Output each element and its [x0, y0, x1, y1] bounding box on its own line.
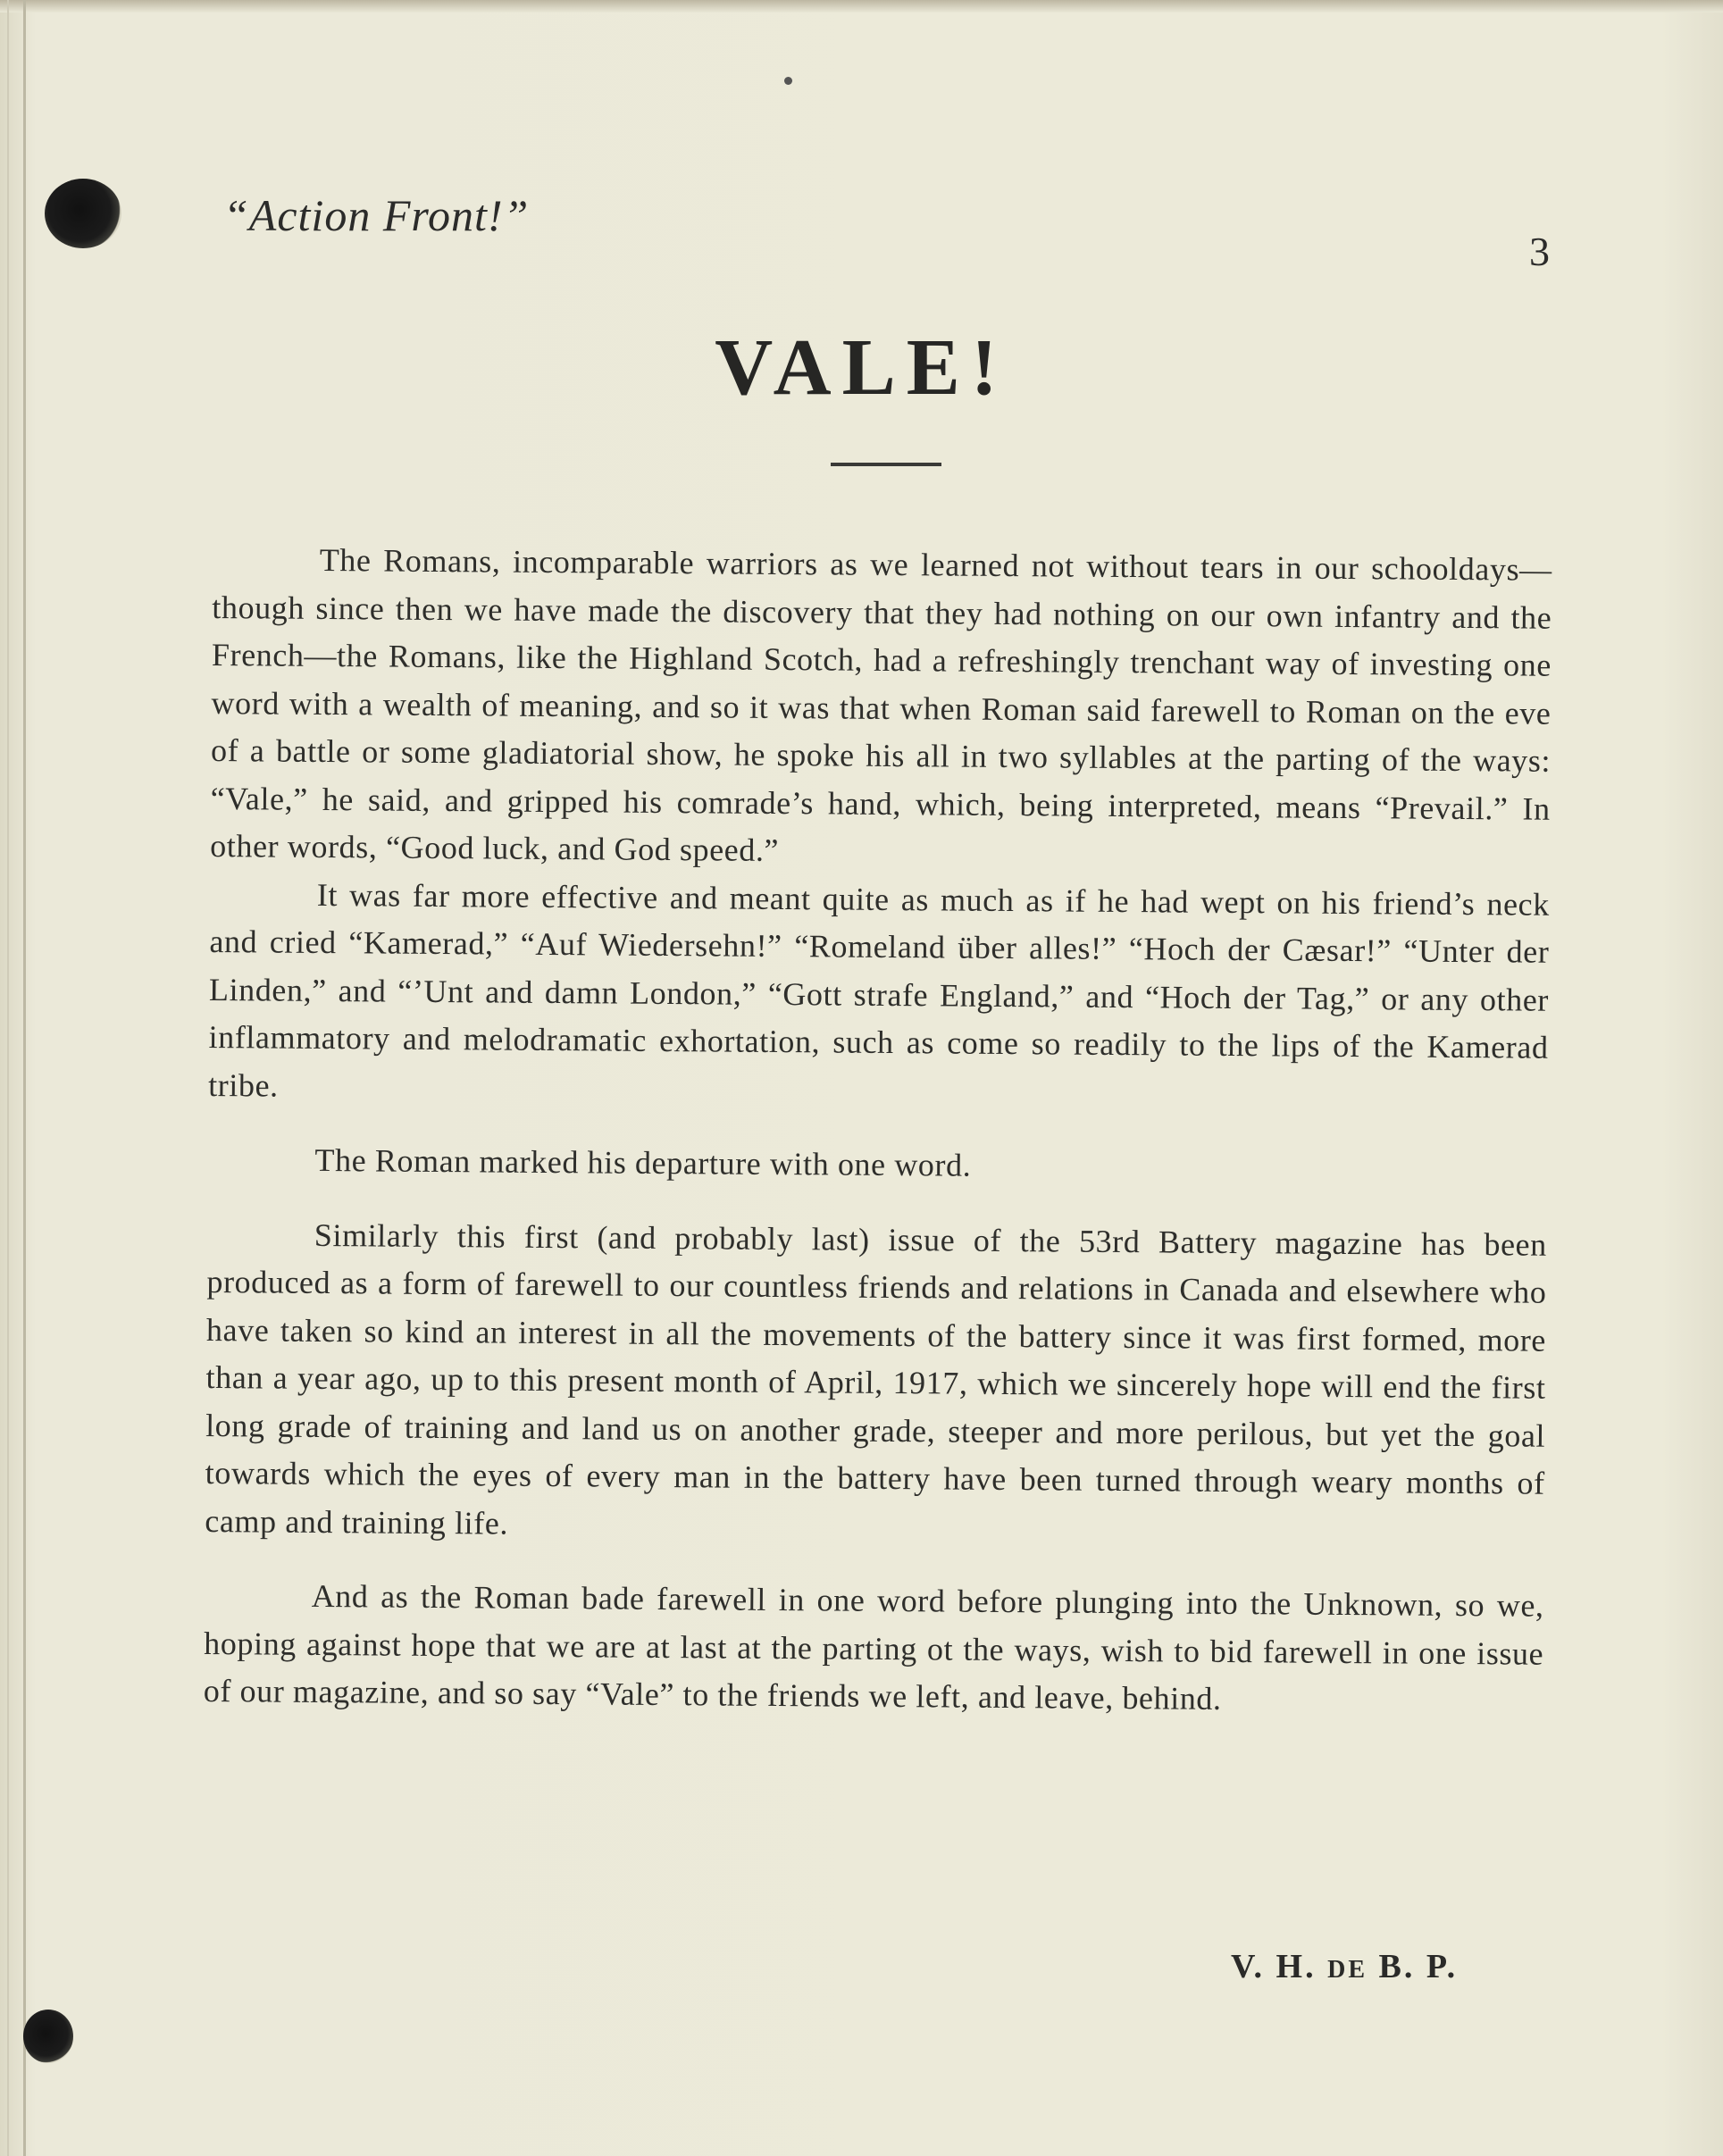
ink-speck [784, 77, 792, 85]
running-head: “Action Front!” [223, 190, 530, 240]
signature-particle: DE [1327, 1956, 1368, 1984]
paragraph: Similarly this first (and probably last) issue of the 53rd Battery magazine has been produced as a form of farewell to our countless friends and relations in Canada and elsewhere who have taken so kind an interest in all the movements of the battery since it was first formed, more than a year ago, up to this present month of April, 1917, which we sincerely hope will end the first long grade of training and land us on another grade, steeper and more perilous, but yet the goal towards which the eyes of every man in the battery have been turned through weary months of camp and training life. [205, 1216, 1547, 1542]
punch-hole-icon [45, 179, 121, 248]
author-signature [1231, 1947, 1458, 1986]
page-number: 3 [1529, 229, 1550, 274]
signature-initials: V. H. [1231, 1948, 1328, 1985]
signature-surname-initials: B. P. [1368, 1948, 1459, 1985]
paragraph: The Roman marked his departure with one word. [314, 1141, 972, 1183]
punch-hole-icon [23, 2010, 73, 2063]
paragraph: The Romans, incomparable warriors as we learned not without tears in our schooldays—though since then we have made the discovery that they had nothing on our own infantry and the French—the Romans, like the Highland Scotch, had a refreshingly trenchant way of investing one word with a wealth of meaning, and so it was that when Roman said farewell to Roman on the eve of a battle or some gladiatorial show, he spoke his all in two syllables at the parting of the ways: “Vale,” he said, and gripped his comrade’s hand, which, being interpreted, means “Prevail.” In other words, “Good luck, and God speed.” [210, 541, 1552, 868]
page-top-edge [0, 0, 1723, 13]
paragraph: It was far more effective and meant quite as much as if he had wept on his friend’s neck and cried “Kamerad,” “Auf Wiedersehn!” “Romeland über alles!” “Hoch der Cæsar!” “Unter der Linden,” and “’Unt and damn London,” “Gott strafe England,” and “Hoch der Tag,” or any other inflammatory and melodramatic exhortation, such as come so readily to the lips of the Kamerad tribe. [208, 876, 1550, 1104]
paragraph: And as the Roman bade farewell in one word before plunging into the Unknown, so we, hoping against hope that we are at last at the parting ot the ways, wish to bid farewell in one issue of our magazine, and so say “Vale” to the friends we left, and leave, behind. [203, 1577, 1544, 1717]
article-body [204, 536, 1552, 1726]
title-rule [831, 463, 941, 466]
article-title: VALE! [715, 323, 1008, 412]
